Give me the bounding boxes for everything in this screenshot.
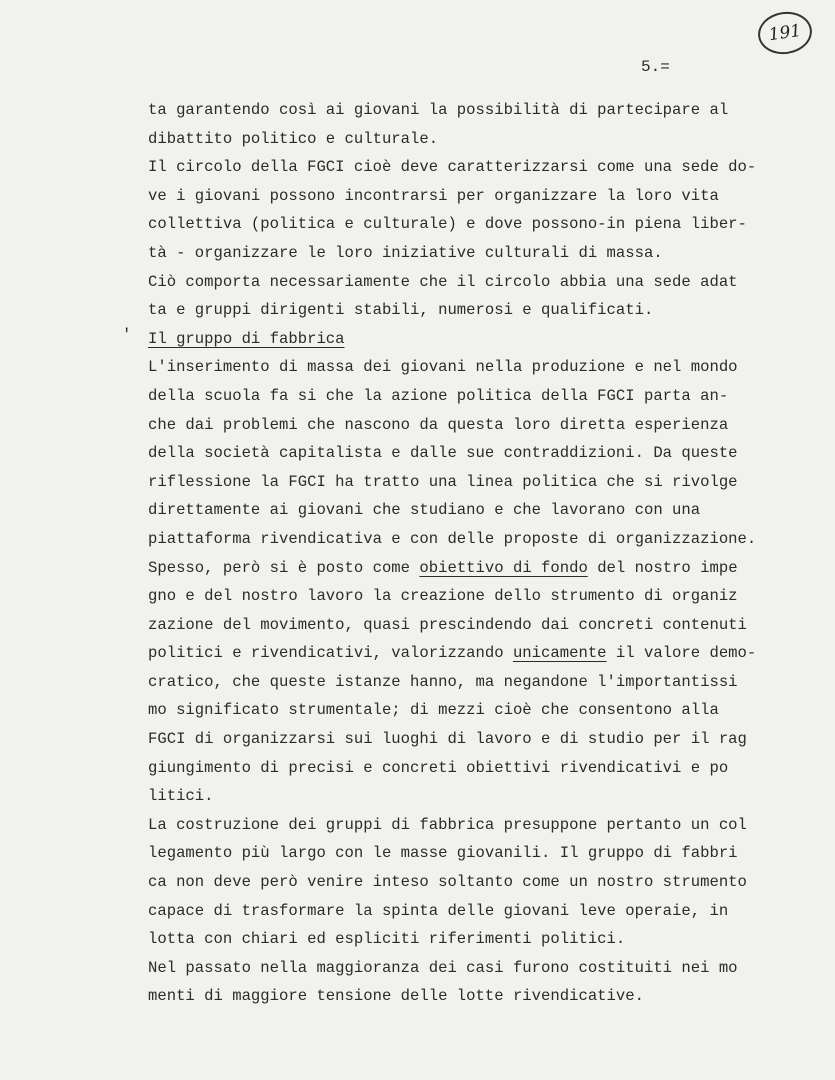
text-line: litici. — [148, 787, 214, 806]
page-number: 5.= — [641, 58, 670, 76]
text-line: giungimento di precisi e concreti obiettivi rivendicativi e po — [148, 758, 729, 777]
text-line: Nel passato nella maggioranza dei casi furono costituiti nei mo — [148, 958, 738, 977]
typed-text-body — [122, 96, 798, 1011]
text-line: cratico, che queste istanze hanno, ma negandone l'importantissi — [148, 672, 738, 691]
text-line: tà - organizzare le loro iniziative culturali di massa. — [148, 243, 663, 262]
text-line: ta garantendo così ai giovani la possibilità di partecipare al — [148, 101, 729, 119]
text-line: riflessione la FGCI ha tratto una linea politica che si rivolge — [148, 472, 738, 491]
text-span: il valore demo- — [606, 644, 757, 663]
text-line: La costruzione dei gruppi di fabbrica presuppone pertanto un col — [148, 815, 747, 834]
text-line: collettiva (politica e culturale) e dove possono-in piena liber- — [148, 215, 747, 234]
text-line: ve i giovani possono incontrarsi per organizzare la loro vita — [148, 186, 719, 205]
text-line: direttamente ai giovani che studiano e che lavorano con una — [148, 501, 701, 520]
text-line: FGCI di organizzarsi sui luoghi di lavoro e di studio per il rag — [148, 730, 747, 749]
text-line: menti di maggiore tensione delle lotte rivendicative. — [148, 987, 644, 1006]
section-heading-line — [122, 325, 798, 354]
text-line: Il circolo della FGCI cioè deve caratterizzarsi come una sede do- — [148, 158, 757, 177]
text-line: ta e gruppi dirigenti stabili, numerosi e qualificati. — [148, 301, 654, 320]
text-line: capace di trasformare la spinta delle giovani leve operaie, in — [148, 901, 729, 920]
text-line: L'inserimento di massa dei giovani nella produzione e nel mondo — [148, 358, 738, 377]
text-line: mo significato strumentale; di mezzi cioè che consentono alla — [148, 701, 719, 720]
text-span: Spesso, però si è posto come — [148, 558, 420, 577]
text-line: zazione del movimento, quasi prescindendo dai concreti contenuti — [148, 615, 747, 634]
text-line: gno e del nostro lavoro la creazione dello strumento di organiz — [148, 587, 738, 606]
text-line: che dai problemi che nascono da questa loro diretta esperienza — [148, 415, 729, 434]
text-line: della scuola fa si che la azione politica della FGCI parta an- — [148, 386, 729, 405]
text-line: della società capitalista e dalle sue contraddizioni. Da queste — [148, 444, 738, 463]
underlined-phrase: obiettivo di fondo — [419, 558, 588, 577]
text-line: Ciò comporta necessariamente che il circolo abbia una sede adat — [148, 272, 738, 291]
text-line — [148, 554, 798, 583]
text-line — [148, 639, 798, 668]
text-line: ca non deve però venire inteso soltanto come un nostro strumento — [148, 873, 747, 892]
text-line: legamento più largo con le masse giovanili. Il gruppo di fabbri — [148, 844, 738, 863]
text-span: del nostro impe — [587, 558, 738, 577]
underlined-phrase: unicamente — [512, 644, 607, 663]
section-heading: Il gruppo di fabbrica — [148, 329, 345, 348]
text-line: piattaforma rivendicativa e con delle proposte di organizzazione. — [148, 529, 757, 548]
archive-stamp: 191 — [755, 8, 814, 57]
text-span: politici e rivendicativi, valorizzando — [148, 644, 513, 663]
text-line: lotta con chiari ed espliciti riferimenti politici. — [148, 930, 626, 949]
text-line: dibattito politico e culturale. — [148, 129, 439, 148]
margin-mark: ' — [122, 325, 132, 344]
